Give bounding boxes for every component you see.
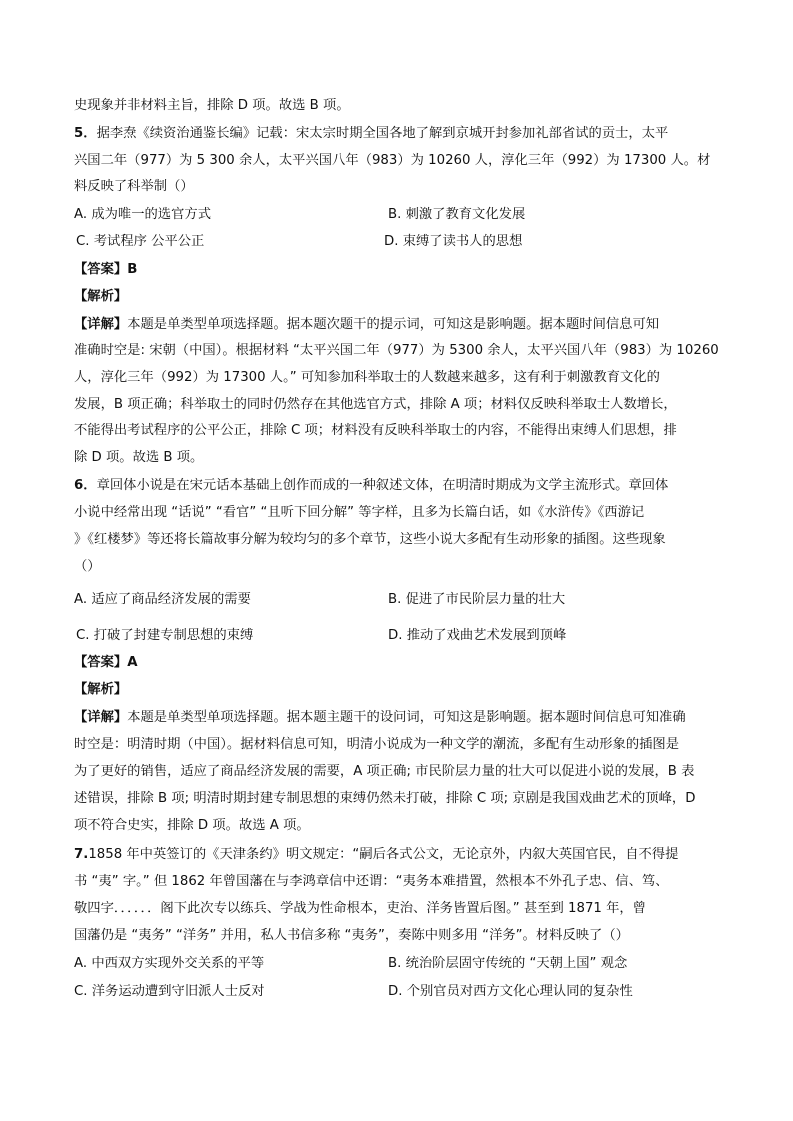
- q5-stem-line-3: 料反映了科举制（）: [74, 179, 194, 194]
- q5-option-a: A. 成为唯一的选官方式: [74, 207, 211, 222]
- q6-detail-line-2: 时空是：明清时期（中国）。据材料信息可知，明清小说成为一种文学的潮流，多配有生动形象的插图是: [74, 737, 680, 752]
- q5-detail-line-6: 除 D 项。故选 B 项。: [74, 450, 204, 465]
- q7-option-c: C. 洋务运动遭到守旧派人士反对: [74, 984, 265, 999]
- q5-option-d: D. 束缚了读书人的思想: [384, 234, 523, 249]
- q6-detail-line-4: 述错误，排除 B 项; 明清时期封建专制思想的束缚仍然未打破，排除 C 项; 京剧是我国戏曲艺术的顶峰，D: [74, 791, 696, 806]
- q6-analysis-label: [74, 681, 127, 699]
- q5-option-b: B. 刺激了教育文化发展: [388, 207, 526, 222]
- q5-detail-line-1: [74, 316, 724, 334]
- q6-stem-text-1: 章回体小说是在宋元话本基础上创作而成的一种叙述文体，在明清时期成为文学主流形式。章回体: [96, 478, 669, 493]
- q6-stem-line-3: 》《红楼梦》等还将长篇故事分解为较均匀的多个章节，这些小说大多配有生动形象的插图。这些现象: [74, 532, 666, 547]
- q7-stem-line-3: 敬四字．．．．．．阁下此次专以练兵、学战为性命根本，吏治、洋务皆置后图。” 甚至到 1871 年，曾: [74, 901, 646, 916]
- q5-detail-label: 【详解】: [74, 317, 128, 332]
- q6-stem-line-4: （）: [74, 559, 101, 574]
- q7-option-b: B. 统治阶层固守传统的 “天朝上国” 观念: [388, 956, 628, 971]
- q5-detail-line-2: 准确时空是: 宋朝（中国）。根据材料 “太平兴国二年（977）为 5300 余人，太平兴国八年（983）为 10260: [74, 343, 719, 358]
- q5-analysis-label-text: 【解析】: [74, 289, 128, 304]
- q6-option-d: D. 推动了戏曲艺术发展到顶峰: [388, 628, 567, 643]
- q6-detail-text-1: 本题是单类型单项选择题。据本题主题干的设问词，可知这是影响题。据本题时间信息可知准确: [127, 710, 686, 725]
- q7-stem-text-1: 1858 年中英签订的《天津条约》明文规定：“嗣后各式公文，无论京外，内叙大英国官民，自不得提: [88, 847, 679, 862]
- q6-analysis-label-text: 【解析】: [74, 682, 128, 697]
- q7-option-d: D. 个别官员对西方文化心理认同的复杂性: [388, 984, 633, 999]
- q6-answer: [74, 654, 137, 672]
- q4-explanation-tail: 史现象并非材料主旨，排除 D 项。故选 B 项。: [74, 98, 350, 113]
- q5-answer-value: B: [127, 262, 138, 277]
- q7-stem-line-1: [74, 846, 724, 864]
- q6-detail-line-3: 为了更好的销售，适应了商品经济发展的需要，A 项正确; 市民阶层力量的壮大可以促进小说的发展，B 表: [74, 764, 695, 779]
- q5-option-c: C. 考试程序 公平公正: [76, 234, 205, 249]
- q6-option-b: B. 促进了市民阶层力量的壮大: [388, 592, 566, 607]
- q6-option-c: C. 打破了封建专制思想的束缚: [76, 628, 254, 643]
- q6-stem-line-2: 小说中经常出现 “话说” “看官” “且听下回分解” 等字样，且多为长篇白话，如《水浒传》《西游记: [74, 505, 645, 520]
- q7-option-a: A. 中西双方实现外交关系的平等: [74, 956, 265, 971]
- q6-answer-value: A: [127, 655, 138, 670]
- q6-detail-line-5: 项不符合史实，排除 D 项。故选 A 项。: [74, 818, 310, 833]
- q5-detail-line-5: 不能得出考试程序的公平公正，排除 C 项；材料没有反映科举取士的内容，不能得出束缚人们思想，排: [74, 423, 677, 438]
- q6-stem-line-1: [74, 477, 724, 495]
- q6-answer-label: 【答案】: [74, 655, 128, 670]
- q5-analysis-label: [74, 288, 127, 306]
- q6-detail-line-1: [74, 709, 724, 727]
- q5-stem-line-1: [74, 125, 724, 143]
- q6-option-a: A. 适应了商品经济发展的需要: [74, 592, 251, 607]
- q5-stem-line-2: 兴国二年（977）为 5 300 余人，太平兴国八年（983）为 10260 人，淳化三年（992）为 17300 人。材: [74, 153, 711, 168]
- q5-answer-label: 【答案】: [74, 262, 128, 277]
- q7-stem-line-2: 书 “夷” 字。” 但 1862 年曾国藩在与李鸿章信中还谓：“夷务本难措置，然根本不外孔子忠、信、笃、: [74, 874, 669, 889]
- q5-answer: [74, 261, 137, 279]
- q5-number: 5．: [74, 126, 97, 141]
- q5-detail-line-3: 人，淳化三年（992）为 17300 人。” 可知参加科举取士的人数越来越多，这有利于刺激教育文化的: [74, 370, 660, 385]
- q5-detail-text-1: 本题是单类型单项选择题。据本题次题干的提示词，可知这是影响题。据本题时间信息可知: [127, 317, 660, 332]
- q5-detail-line-4: 发展，B 项正确；科举取士的同时仍然存在其他选官方式，排除 A 项；材料仅反映科举取士人数增长，: [74, 397, 677, 412]
- q7-stem-line-4: 国藩仍是 “夷务” “洋务” 并用，私人书信多称 “夷务”，奏陈中则多用 “洋务”。材料反映了（）: [74, 928, 629, 943]
- q6-number: 6．: [74, 478, 97, 493]
- q6-detail-label: 【详解】: [74, 710, 128, 725]
- q7-number: 7.: [74, 847, 89, 862]
- q5-stem-text-1: 据李焘《续资治通鉴长编》记载：宋太宗时期全国各地了解到京城开封参加礼部省试的贡士，太平: [96, 126, 669, 141]
